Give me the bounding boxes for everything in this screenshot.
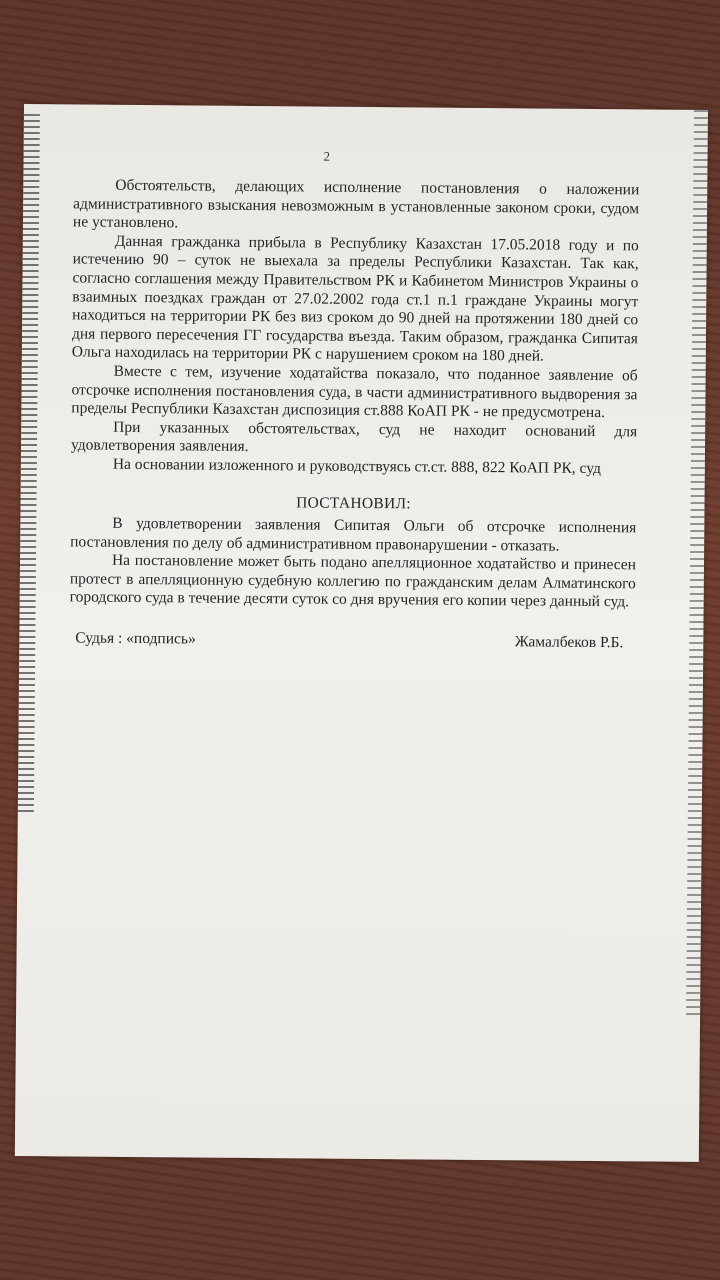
paragraph-refusal: В удовлетворении заявления Сипитая Ольги об отсрочке исполнения постановления по делу об административном правонарушении - отказать. <box>70 514 637 555</box>
paragraph-circumstances: Обстоятельств, делающих исполнение постановления о наложении административного взыскания невозможным в установленные законом сроки, судом не установлено. <box>72 176 640 232</box>
page-number: 2 <box>323 148 331 164</box>
ruling-heading: ПОСТАНОВИЛ: <box>296 493 412 512</box>
judge-signature: Судья : «подпись» <box>75 629 196 648</box>
paragraph-based-on: На основании изложенного и руководствуясь ст.ст. 888, 822 КоАП РК, суд <box>112 455 601 477</box>
document-page <box>15 104 708 1162</box>
paragraph-no-grounds: При указанных обстоятельствах, суд не находит оснований для удовлетворения заявления. <box>70 418 638 456</box>
document-body <box>69 176 639 653</box>
scanner-edge-left <box>18 114 40 814</box>
paragraph-arrival: Данная гражданка прибыла в Республику Казахстан 17.05.2018 году и по истечению 90 – суток не выехала за пределы Республики Казахстан. Так как, согласно соглашения между Правительством РК и Кабинетом Министров Украины о взаимных поездках граждан от 27.02.2002 года ст.1 п.1 граждане Украины могут находиться на территории РК без виз сроком до 90 дней на протяжении 180 дней со дня первого пересечения ГГ государства въезда. Таким образом, гражданка Сипитая Ольга находилась на территории РК с нарушением сроком на 180 дней. <box>71 232 639 365</box>
paragraph-appeal: На постановление может быть подано апелляционное ходатайство и принесен протест в апелляционную судебную коллегию по гражданским делам Алматинского городского суда в течение десяти суток со дня вручения его копии через данный суд. <box>69 552 637 611</box>
paragraph-petition-review: Вместе с тем, изучение ходатайства показало, что поданное заявление об отсрочке исполнения постановления суда, в части административного выдворения за пределы Республики Казахстан диспозиция ст.888 КоАП РК - не предусмотрена. <box>71 362 638 422</box>
signature-line <box>69 629 635 653</box>
judge-name: Жамалбеков Р.Б. <box>514 633 624 652</box>
scanner-edge-right <box>686 110 708 1020</box>
